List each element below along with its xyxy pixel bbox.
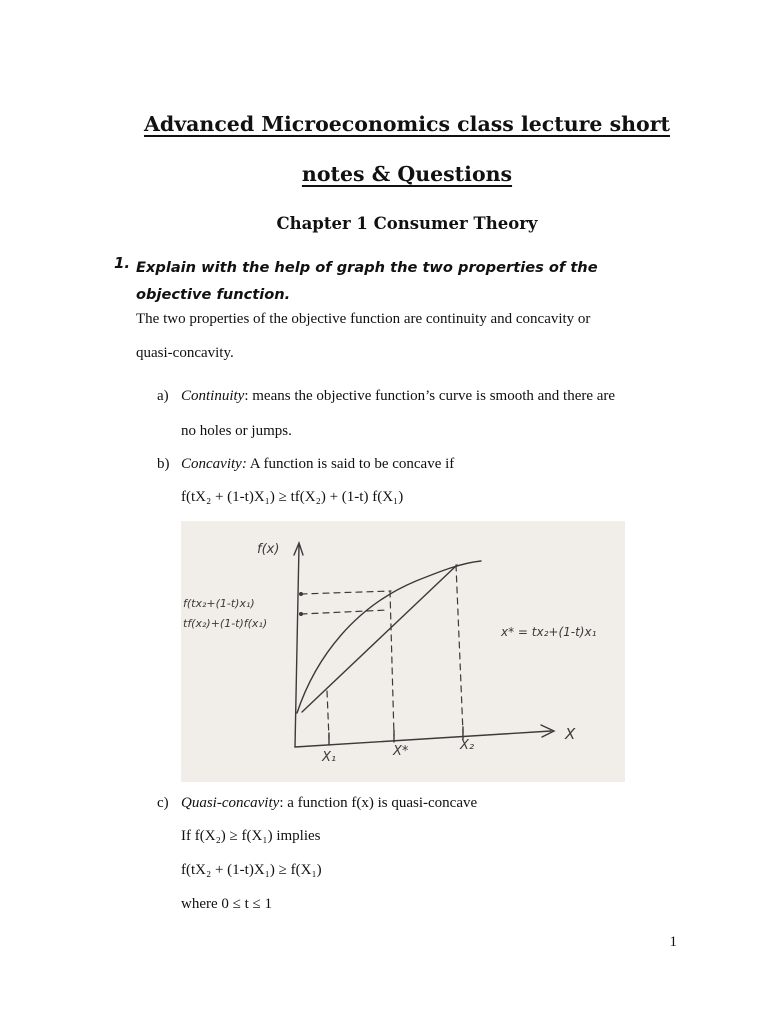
point-lower-on-axis: [299, 612, 303, 616]
item-c-text: : a function f(x) is quasi-concave: [279, 795, 478, 811]
tick-label-x1: X₁: [322, 750, 337, 765]
page-number: 1: [669, 934, 677, 950]
item-b-text: A function is said to be concave if: [246, 456, 455, 472]
item-c-marker: c): [157, 795, 169, 811]
document-title-line-2: notes & Questions: [301, 162, 513, 186]
x-axis-label: X: [565, 725, 576, 743]
intro-line-1: The two properties of the objective function are continuity and concavity or: [136, 311, 591, 327]
y-axis-label: f(x): [257, 542, 280, 557]
tick-label-xstar: X*: [393, 744, 409, 759]
question-number: 1.: [114, 254, 131, 272]
item-b-line-1: [181, 456, 454, 473]
quasi-concavity-condition: If f(X₂) ≥ f(X₁) implies: [181, 828, 321, 844]
item-c-term: Quasi-concavity: [181, 795, 280, 811]
guide-x2: [456, 565, 463, 733]
label-f-of-combination: f(tx₂+(1-t)x₁): [183, 597, 255, 610]
item-a-term: Continuity: [181, 388, 245, 404]
point-upper-on-axis: [299, 592, 303, 596]
y-axis: [295, 545, 299, 747]
item-a-line-1: [181, 388, 615, 405]
item-a-line-2: no holes or jumps.: [181, 423, 292, 439]
document-title-line-1: Advanced Microeconomics class lecture short: [143, 112, 670, 136]
quasi-concavity-formula: f(tX₂ + (1-t)X₁) ≥ f(X₁): [181, 862, 322, 878]
chord-line: [302, 565, 457, 712]
concavity-graph-figure: [181, 521, 625, 782]
guide-upper: [301, 591, 391, 594]
item-a-marker: a): [157, 388, 169, 404]
label-combination-of-f: tf(x₂)+(1-t)f(x₁): [183, 617, 268, 630]
item-b-term: Concavity:: [181, 456, 247, 472]
guide-lower: [301, 610, 388, 614]
guide-x1: [327, 691, 329, 739]
intro-line-2: quasi-concavity.: [136, 345, 234, 361]
question-text: Explain with the help of graph the two properties of the objective function.: [136, 259, 598, 303]
item-a-text: : means the objective function’s curve is smooth and there are: [244, 388, 616, 404]
tick-label-x2: X₂: [460, 738, 475, 753]
guide-xstar: [390, 591, 394, 736]
xstar-equation: x* = tx₂+(1-t)x₁: [501, 625, 597, 639]
concavity-formula: f(tX₂ + (1-t)X₁) ≥ tf(X₂) + (1-t) f(X₁): [181, 489, 404, 505]
chapter-heading: Chapter 1 Consumer Theory: [276, 214, 538, 233]
t-range: where 0 ≤ t ≤ 1: [181, 896, 273, 912]
item-c-line-1: [181, 795, 477, 812]
x-axis: [295, 731, 551, 747]
item-b-marker: b): [157, 456, 170, 472]
